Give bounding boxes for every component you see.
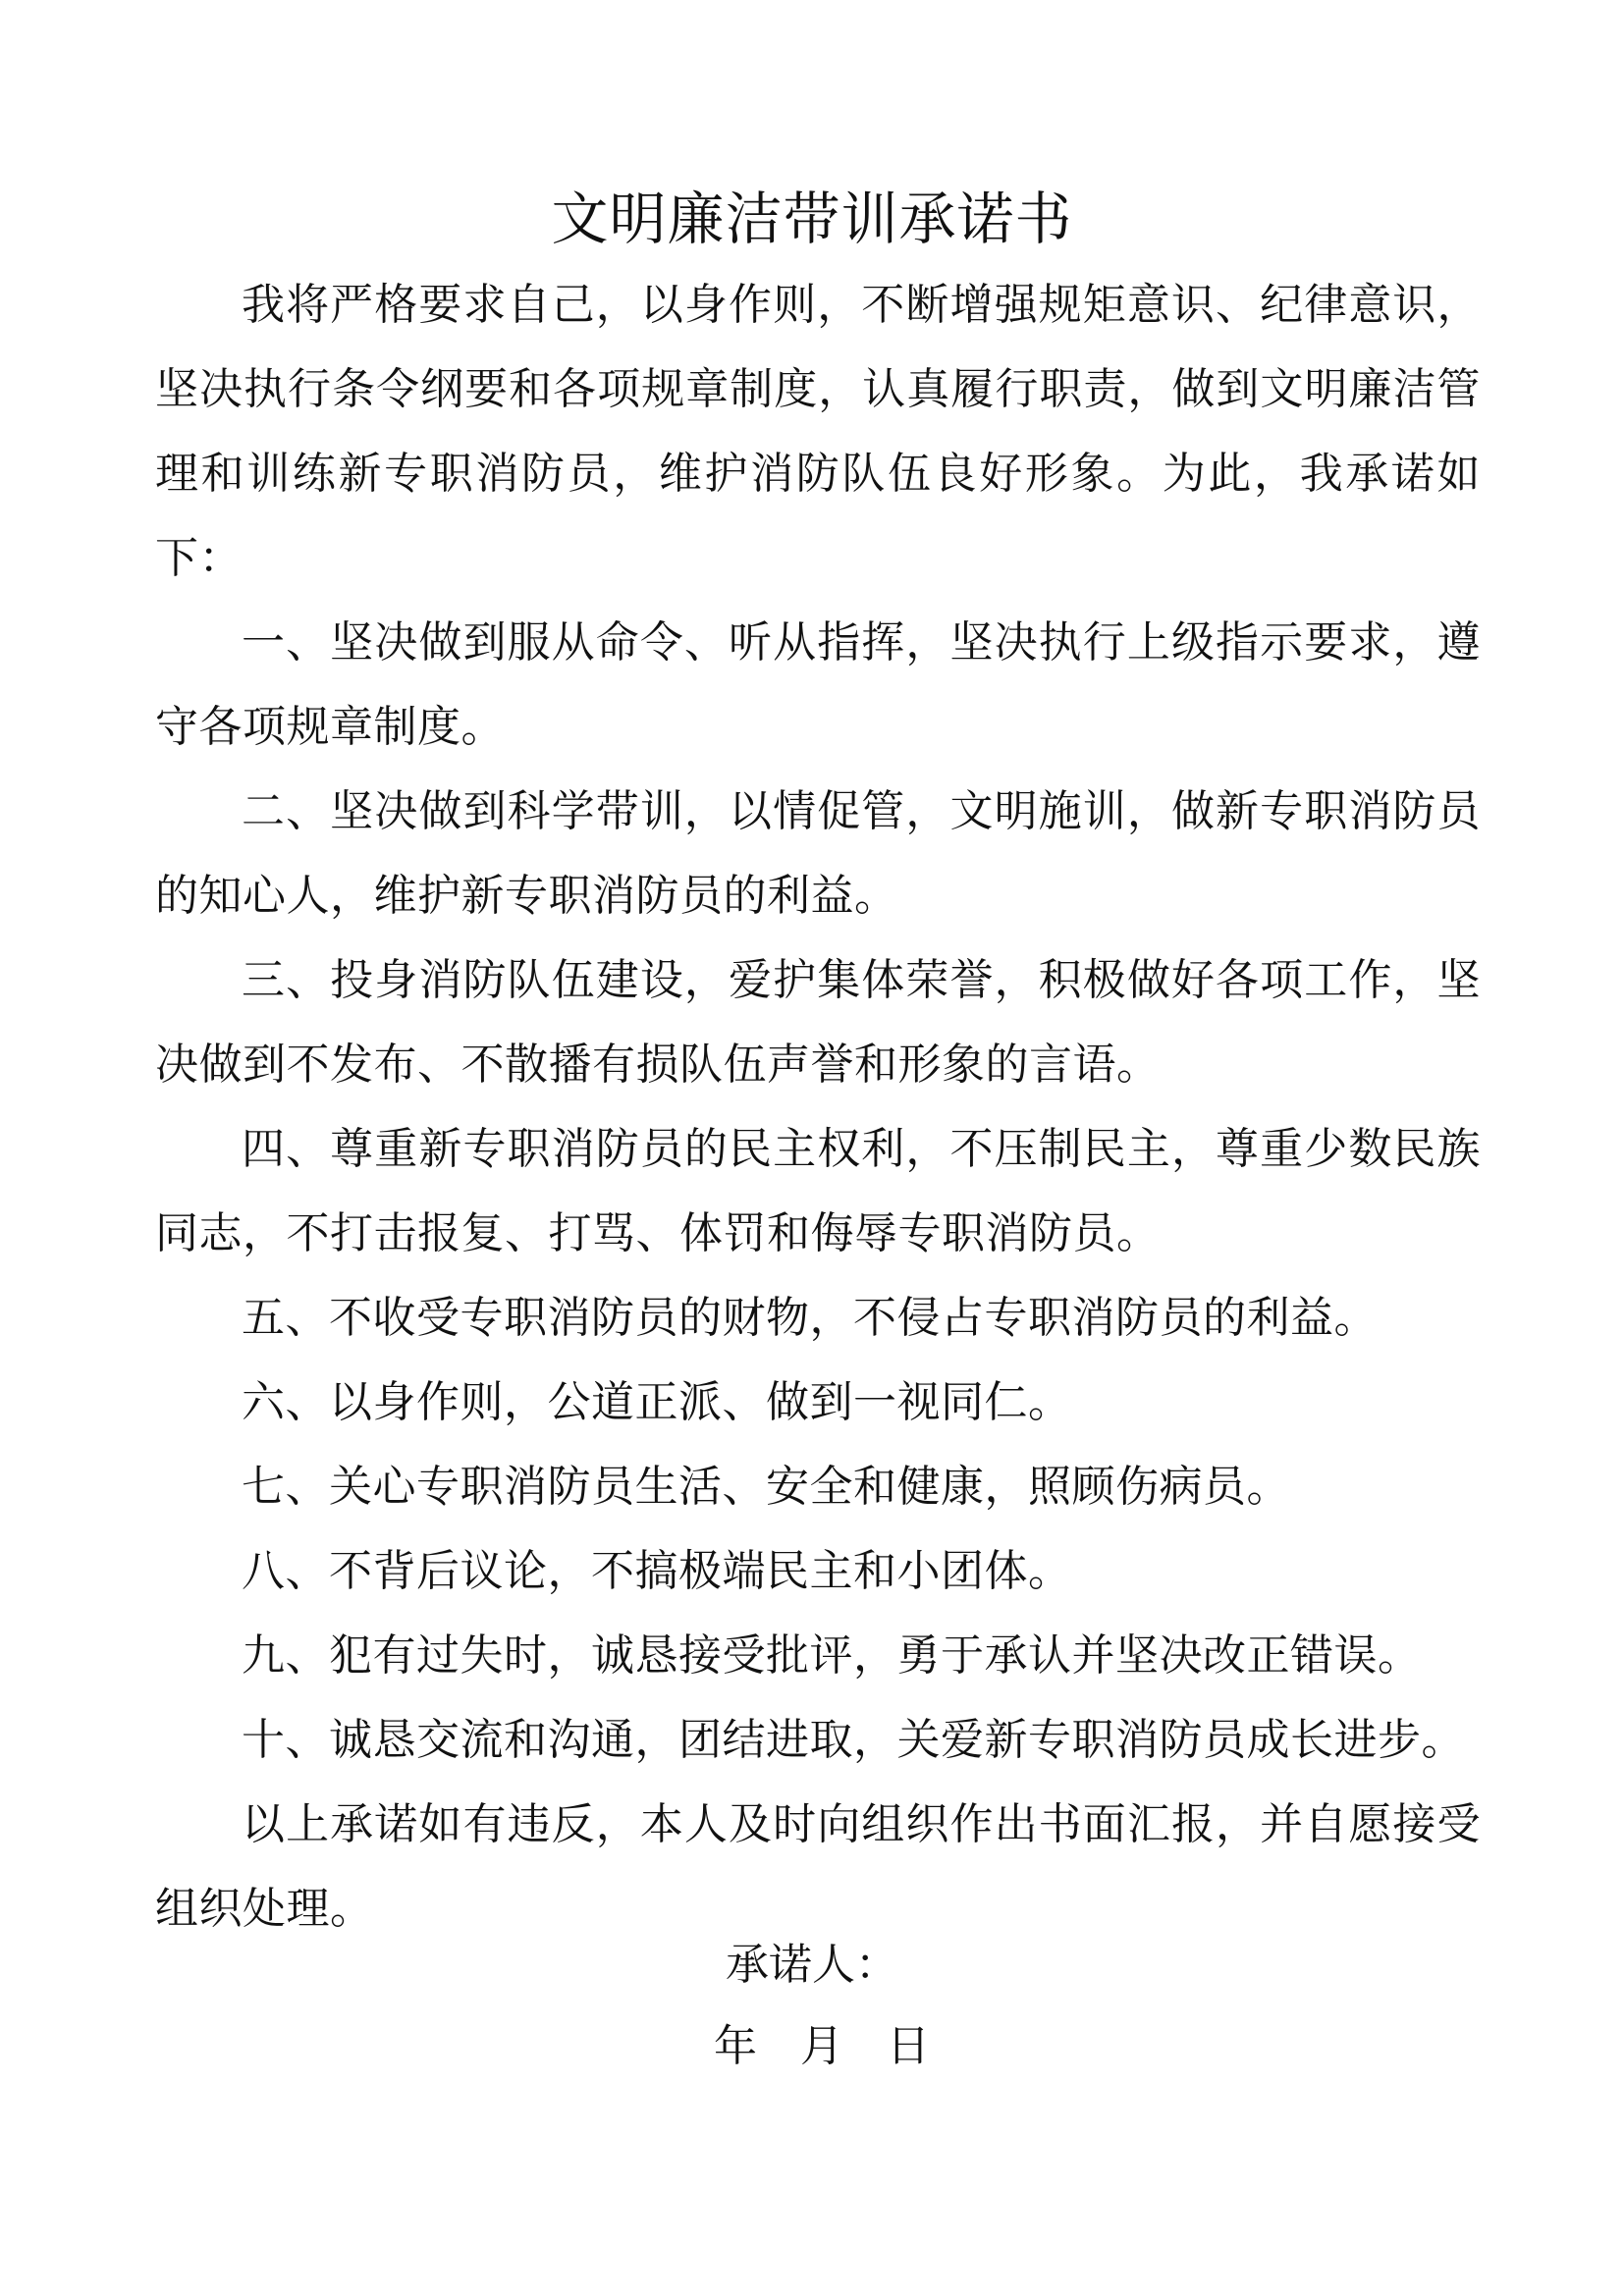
commitment-item-4: 四、尊重新专职消防员的民主权利，不压制民主，尊重少数民族同志，不打击报复、打骂、体罚和侮辱专职消防员。: [155, 1124, 1481, 1258]
date-day-label: 日: [887, 2021, 930, 2071]
closing-paragraph: 以上承诺如有违反，本人及时向组织作出书面汇报，并自愿接受组织处理。: [155, 1799, 1481, 1934]
commitment-item-1: 一、坚决做到服从命令、听从指挥，坚决执行上级指示要求，遵守各项规章制度。: [155, 617, 1481, 752]
commitment-item-3: 三、投身消防队伍建设，爱护集体荣誉，积极做好各项工作，坚决做到不发布、不散播有损队伍声誉和形象的言语。: [155, 955, 1481, 1090]
document-title: 文明廉洁带训承诺书: [551, 186, 1073, 252]
commitment-item-9: 九、犯有过失时，诚恳接受批评，勇于承认并坚决改正错误。: [242, 1630, 1422, 1681]
commitment-item-10: 十、诚恳交流和沟通，团结进取，关爱新专职消防员成长进步。: [242, 1715, 1465, 1765]
date-month-label: 月: [800, 2021, 843, 2071]
commitment-item-8: 八、不背后议论，不搞极端民主和小团体。: [242, 1546, 1072, 1596]
date-year-label: 年: [714, 2021, 757, 2071]
date-line: [0, 2007, 1624, 2086]
signer-label: 承诺人：: [726, 1940, 898, 1990]
commitment-item-6: 六、以身作则，公道正派、做到一视同仁。: [242, 1377, 1072, 1427]
commitment-item-7: 七、关心专职消防员生活、安全和健康，照顾伤病员。: [242, 1462, 1290, 1512]
document-body: [155, 263, 1481, 1951]
intro-paragraph: 我将严格要求自己，以身作则，不断增强规矩意识、纪律意识，坚决执行条令纲要和各项规章制度，认真履行职责，做到文明廉洁管理和训练新专职消防员，维护消防队伍良好形象。为此，我承诺如下：: [155, 280, 1481, 583]
commitment-item-5: 五、不收受专职消防员的财物，不侵占专职消防员的利益。: [242, 1293, 1378, 1343]
commitment-item-2: 二、坚决做到科学带训，以情促管，文明施训，做新专职消防员的知心人，维护新专职消防员的利益。: [155, 786, 1481, 921]
